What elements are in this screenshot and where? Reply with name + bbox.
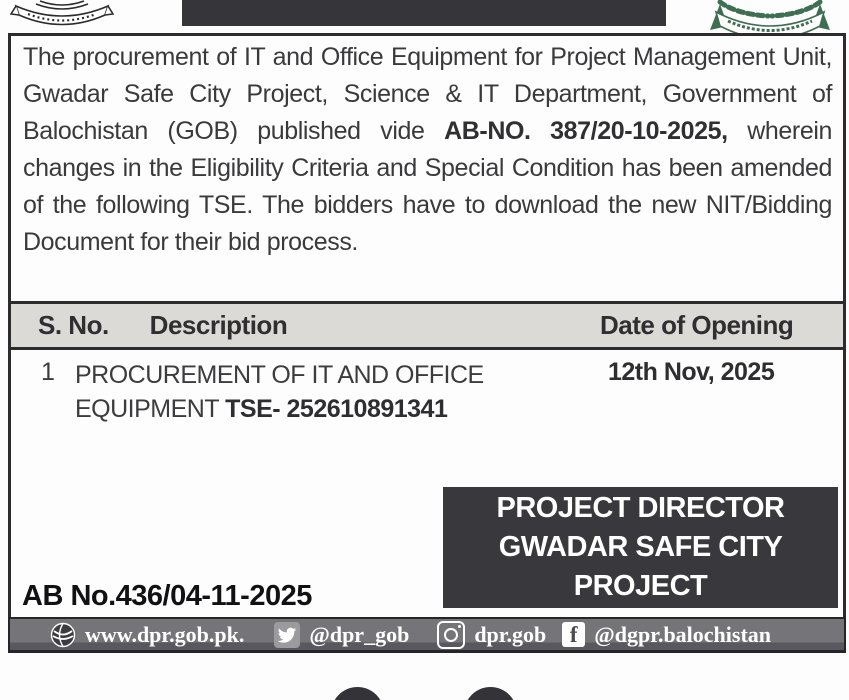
notice-box bbox=[8, 33, 846, 620]
footer-website[interactable] bbox=[50, 622, 244, 648]
twitter-icon bbox=[274, 622, 300, 648]
footer-facebook[interactable] bbox=[562, 622, 771, 648]
table-header-sno: S. No. bbox=[38, 310, 109, 340]
notice-body bbox=[11, 37, 843, 261]
bottom-dot-button-2[interactable] bbox=[464, 687, 517, 700]
signature-line1: PROJECT DIRECTOR bbox=[496, 492, 785, 524]
table-row-sno: 1 bbox=[41, 358, 55, 386]
footer-twitter-label: @dpr_gob bbox=[309, 621, 410, 647]
globe-icon bbox=[50, 622, 76, 648]
notice-body-part1: The procurement of IT and Office Equipment for Project Management Unit, Gwadar Safe City Project, Science & IT Department, Government of Balochistan (GOB) published vide bbox=[23, 43, 832, 145]
facebook-icon: f bbox=[562, 622, 585, 647]
top-dark-bar bbox=[182, 0, 666, 26]
footer-website-label: www.dpr.gob.pk. bbox=[85, 621, 245, 647]
table-row-description bbox=[75, 358, 527, 426]
signature-line3: PROJECT bbox=[573, 570, 708, 602]
footer-social-bar bbox=[8, 617, 846, 653]
table-header-row bbox=[11, 301, 843, 350]
footer-facebook-label: @dgpr.balochistan bbox=[594, 621, 772, 647]
instagram-icon bbox=[437, 621, 465, 649]
balochistan-crest-ribbon-emblem bbox=[10, 0, 114, 31]
signature-line2: GWADAR SAFE CITY bbox=[498, 531, 783, 563]
signature-box bbox=[443, 487, 838, 608]
table-header-description: Description bbox=[149, 310, 288, 340]
table-row-date: 12th Nov, 2025 bbox=[608, 358, 775, 386]
ab-number: AB No.436/04-11-2025 bbox=[22, 580, 312, 612]
notice-body-ab-ref: AB-NO. 387/20-10-2025, bbox=[444, 117, 728, 145]
footer-twitter[interactable] bbox=[274, 622, 409, 648]
table-row-description-text: PROCUREMENT OF IT AND OFFICE EQUIPMENT bbox=[75, 361, 484, 423]
bottom-dot-button-1[interactable] bbox=[331, 687, 384, 700]
table-row-tse-number: TSE- 252610891341 bbox=[225, 395, 448, 423]
footer-instagram-label: dpr.gob bbox=[474, 621, 547, 647]
footer-instagram[interactable] bbox=[437, 621, 546, 649]
notice-body-part2: wherein changes in the Eligibility Criteria and Special Condition has been amended of the following TSE. The bidders have to download the new NIT/Bidding Document for their bid process. bbox=[23, 117, 833, 256]
table-header-date-of-opening: Date of Opening bbox=[600, 310, 794, 340]
